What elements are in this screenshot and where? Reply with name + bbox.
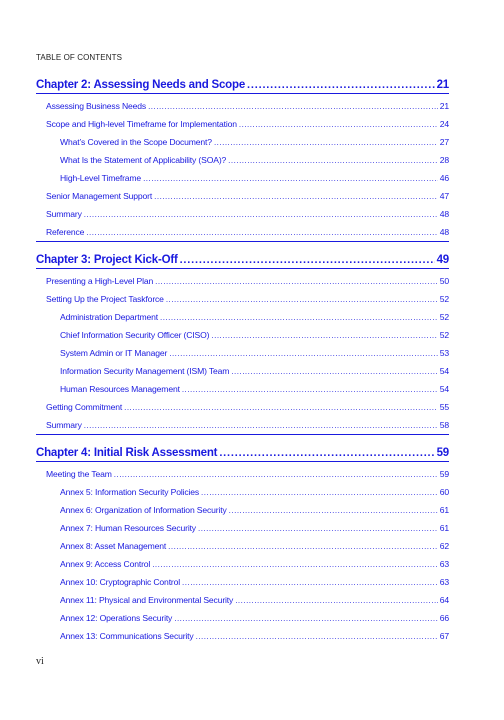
entry-label: Annex 9: Access Control xyxy=(60,559,151,569)
dot-leader xyxy=(143,170,438,188)
dot-leader xyxy=(174,610,438,628)
entry-page-number: 64 xyxy=(439,595,449,605)
entry-page-number: 60 xyxy=(439,487,449,497)
entry-page-number: 63 xyxy=(439,577,449,587)
toc-subsection-entry[interactable] xyxy=(36,627,449,645)
entry-label: Scope and High-level Timeframe for Implementation xyxy=(46,119,237,129)
toc-chapter-heading[interactable] xyxy=(36,77,449,94)
toc-subsection-entry[interactable] xyxy=(36,344,449,362)
entry-page-number: 27 xyxy=(439,137,449,147)
toc-subsection-entry[interactable] xyxy=(36,573,449,591)
entry-page-number: 55 xyxy=(439,402,449,412)
chapter-title: Chapter 3: Project Kick-Off xyxy=(36,254,178,266)
entry-label: Information Security Management (ISM) Team xyxy=(60,366,230,376)
dot-leader xyxy=(182,574,438,592)
entry-label: Senior Management Support xyxy=(46,191,153,201)
entry-page-number: 63 xyxy=(439,559,449,569)
chapter-page-number: 21 xyxy=(436,79,449,91)
entry-label: Annex 5: Information Security Policies xyxy=(60,487,200,497)
toc-section-entry[interactable] xyxy=(36,398,449,416)
dot-leader xyxy=(182,381,438,399)
entry-label: Presenting a High-Level Plan xyxy=(46,276,154,286)
chapter-title: Chapter 4: Initial Risk Assessment xyxy=(36,447,218,459)
entry-label: Chief Information Security Officer (CISO) xyxy=(60,330,210,340)
dot-leader xyxy=(155,273,438,291)
entry-page-number: 50 xyxy=(439,276,449,286)
toc-subsection-entry[interactable] xyxy=(36,555,449,573)
entry-label: Meeting the Team xyxy=(46,469,112,479)
dot-leader xyxy=(201,484,438,502)
toc-chapter-heading[interactable] xyxy=(36,252,449,269)
toc-subsection-entry[interactable] xyxy=(36,308,449,326)
toc-subsection-entry[interactable] xyxy=(36,133,449,151)
toc-section-entry[interactable] xyxy=(36,416,449,435)
entry-label: Summary xyxy=(46,209,82,219)
dot-leader xyxy=(166,291,438,309)
toc-section-entry[interactable] xyxy=(36,97,449,115)
entry-page-number: 61 xyxy=(439,505,449,515)
entry-page-number: 52 xyxy=(439,330,449,340)
page-number-folio: vi xyxy=(36,656,44,667)
entry-page-number: 46 xyxy=(439,173,449,183)
dot-leader xyxy=(169,345,438,363)
entry-page-number: 66 xyxy=(439,613,449,623)
dot-leader xyxy=(160,309,438,327)
toc-subsection-entry[interactable] xyxy=(36,380,449,398)
dot-leader xyxy=(235,592,438,610)
chapter-page-number: 49 xyxy=(436,254,449,266)
entry-label: Reference xyxy=(46,227,85,237)
entry-page-number: 61 xyxy=(439,523,449,533)
entry-page-number: 48 xyxy=(439,227,449,237)
dot-leader xyxy=(154,188,438,206)
entry-page-number: 67 xyxy=(439,631,449,641)
entry-page-number: 59 xyxy=(439,469,449,479)
dot-leader xyxy=(247,77,435,93)
dot-leader xyxy=(180,252,435,268)
dot-leader xyxy=(211,327,437,345)
toc-subsection-entry[interactable] xyxy=(36,326,449,344)
entry-page-number: 21 xyxy=(439,101,449,111)
entry-page-number: 53 xyxy=(439,348,449,358)
dot-leader xyxy=(239,116,438,134)
dot-leader xyxy=(86,224,437,242)
entry-page-number: 54 xyxy=(439,366,449,376)
toc-subsection-entry[interactable] xyxy=(36,501,449,519)
dot-leader xyxy=(231,363,437,381)
entry-label: Annex 11: Physical and Environmental Security xyxy=(60,595,234,605)
entry-label: Annex 8: Asset Management xyxy=(60,541,167,551)
entry-page-number: 62 xyxy=(439,541,449,551)
entry-label: Annex 6: Organization of Information Security xyxy=(60,505,227,515)
dot-leader xyxy=(84,206,438,224)
toc-section-entry[interactable] xyxy=(36,223,449,242)
dot-leader xyxy=(114,466,438,484)
entry-page-number: 28 xyxy=(439,155,449,165)
dot-leader xyxy=(152,556,438,574)
entry-page-number: 48 xyxy=(439,209,449,219)
entry-label: Getting Commitment xyxy=(46,402,123,412)
entry-label: Annex 10: Cryptographic Control xyxy=(60,577,181,587)
toc-page xyxy=(36,52,449,645)
entry-label: Summary xyxy=(46,420,82,430)
toc-section-entry[interactable] xyxy=(36,290,449,308)
toc-section-entry[interactable] xyxy=(36,465,449,483)
chapter-title: Chapter 2: Assessing Needs and Scope xyxy=(36,79,246,91)
entry-label: What’s Covered in the Scope Document? xyxy=(60,137,212,147)
dot-leader xyxy=(148,98,438,116)
dot-leader xyxy=(228,152,438,170)
dot-leader xyxy=(84,417,438,435)
dot-leader xyxy=(219,445,434,461)
toc-subsection-entry[interactable] xyxy=(36,362,449,380)
toc-subsection-entry[interactable] xyxy=(36,151,449,169)
entry-label: What Is the Statement of Applicability (SOA)? xyxy=(60,155,227,165)
entry-label: Annex 13: Communications Security xyxy=(60,631,194,641)
toc-section-entry[interactable] xyxy=(36,187,449,205)
entry-page-number: 54 xyxy=(439,384,449,394)
toc-subsection-entry[interactable] xyxy=(36,591,449,609)
toc-section-entry[interactable] xyxy=(36,205,449,223)
entry-page-number: 47 xyxy=(439,191,449,201)
entry-label: Administration Department xyxy=(60,312,158,322)
toc-section-entry[interactable] xyxy=(36,272,449,290)
entry-label: High-Level Timeframe xyxy=(60,173,142,183)
toc-subsection-entry[interactable] xyxy=(36,537,449,555)
toc-subsection-entry[interactable] xyxy=(36,519,449,537)
toc-section-entry[interactable] xyxy=(36,115,449,133)
entry-page-number: 24 xyxy=(439,119,449,129)
table-of-contents xyxy=(36,77,449,645)
entry-label: Assessing Business Needs xyxy=(46,101,147,111)
running-header: TABLE OF CONTENTS xyxy=(36,53,123,62)
entry-label: Annex 12: Operations Security xyxy=(60,613,173,623)
entry-label: Human Resources Management xyxy=(60,384,180,394)
entry-page-number: 52 xyxy=(439,312,449,322)
dot-leader xyxy=(168,538,438,556)
toc-subsection-entry[interactable] xyxy=(36,609,449,627)
toc-subsection-entry[interactable] xyxy=(36,169,449,187)
dot-leader xyxy=(196,628,438,646)
dot-leader xyxy=(124,399,438,417)
entry-label: Setting Up the Project Taskforce xyxy=(46,294,164,304)
entry-label: Annex 7: Human Resources Security xyxy=(60,523,196,533)
entry-page-number: 52 xyxy=(439,294,449,304)
dot-leader xyxy=(229,502,438,520)
entry-label: System Admin or IT Manager xyxy=(60,348,168,358)
chapter-page-number: 59 xyxy=(436,447,449,459)
toc-subsection-entry[interactable] xyxy=(36,483,449,501)
dot-leader xyxy=(214,134,438,152)
toc-chapter-heading[interactable] xyxy=(36,445,449,462)
entry-page-number: 58 xyxy=(439,420,449,430)
dot-leader xyxy=(198,520,438,538)
